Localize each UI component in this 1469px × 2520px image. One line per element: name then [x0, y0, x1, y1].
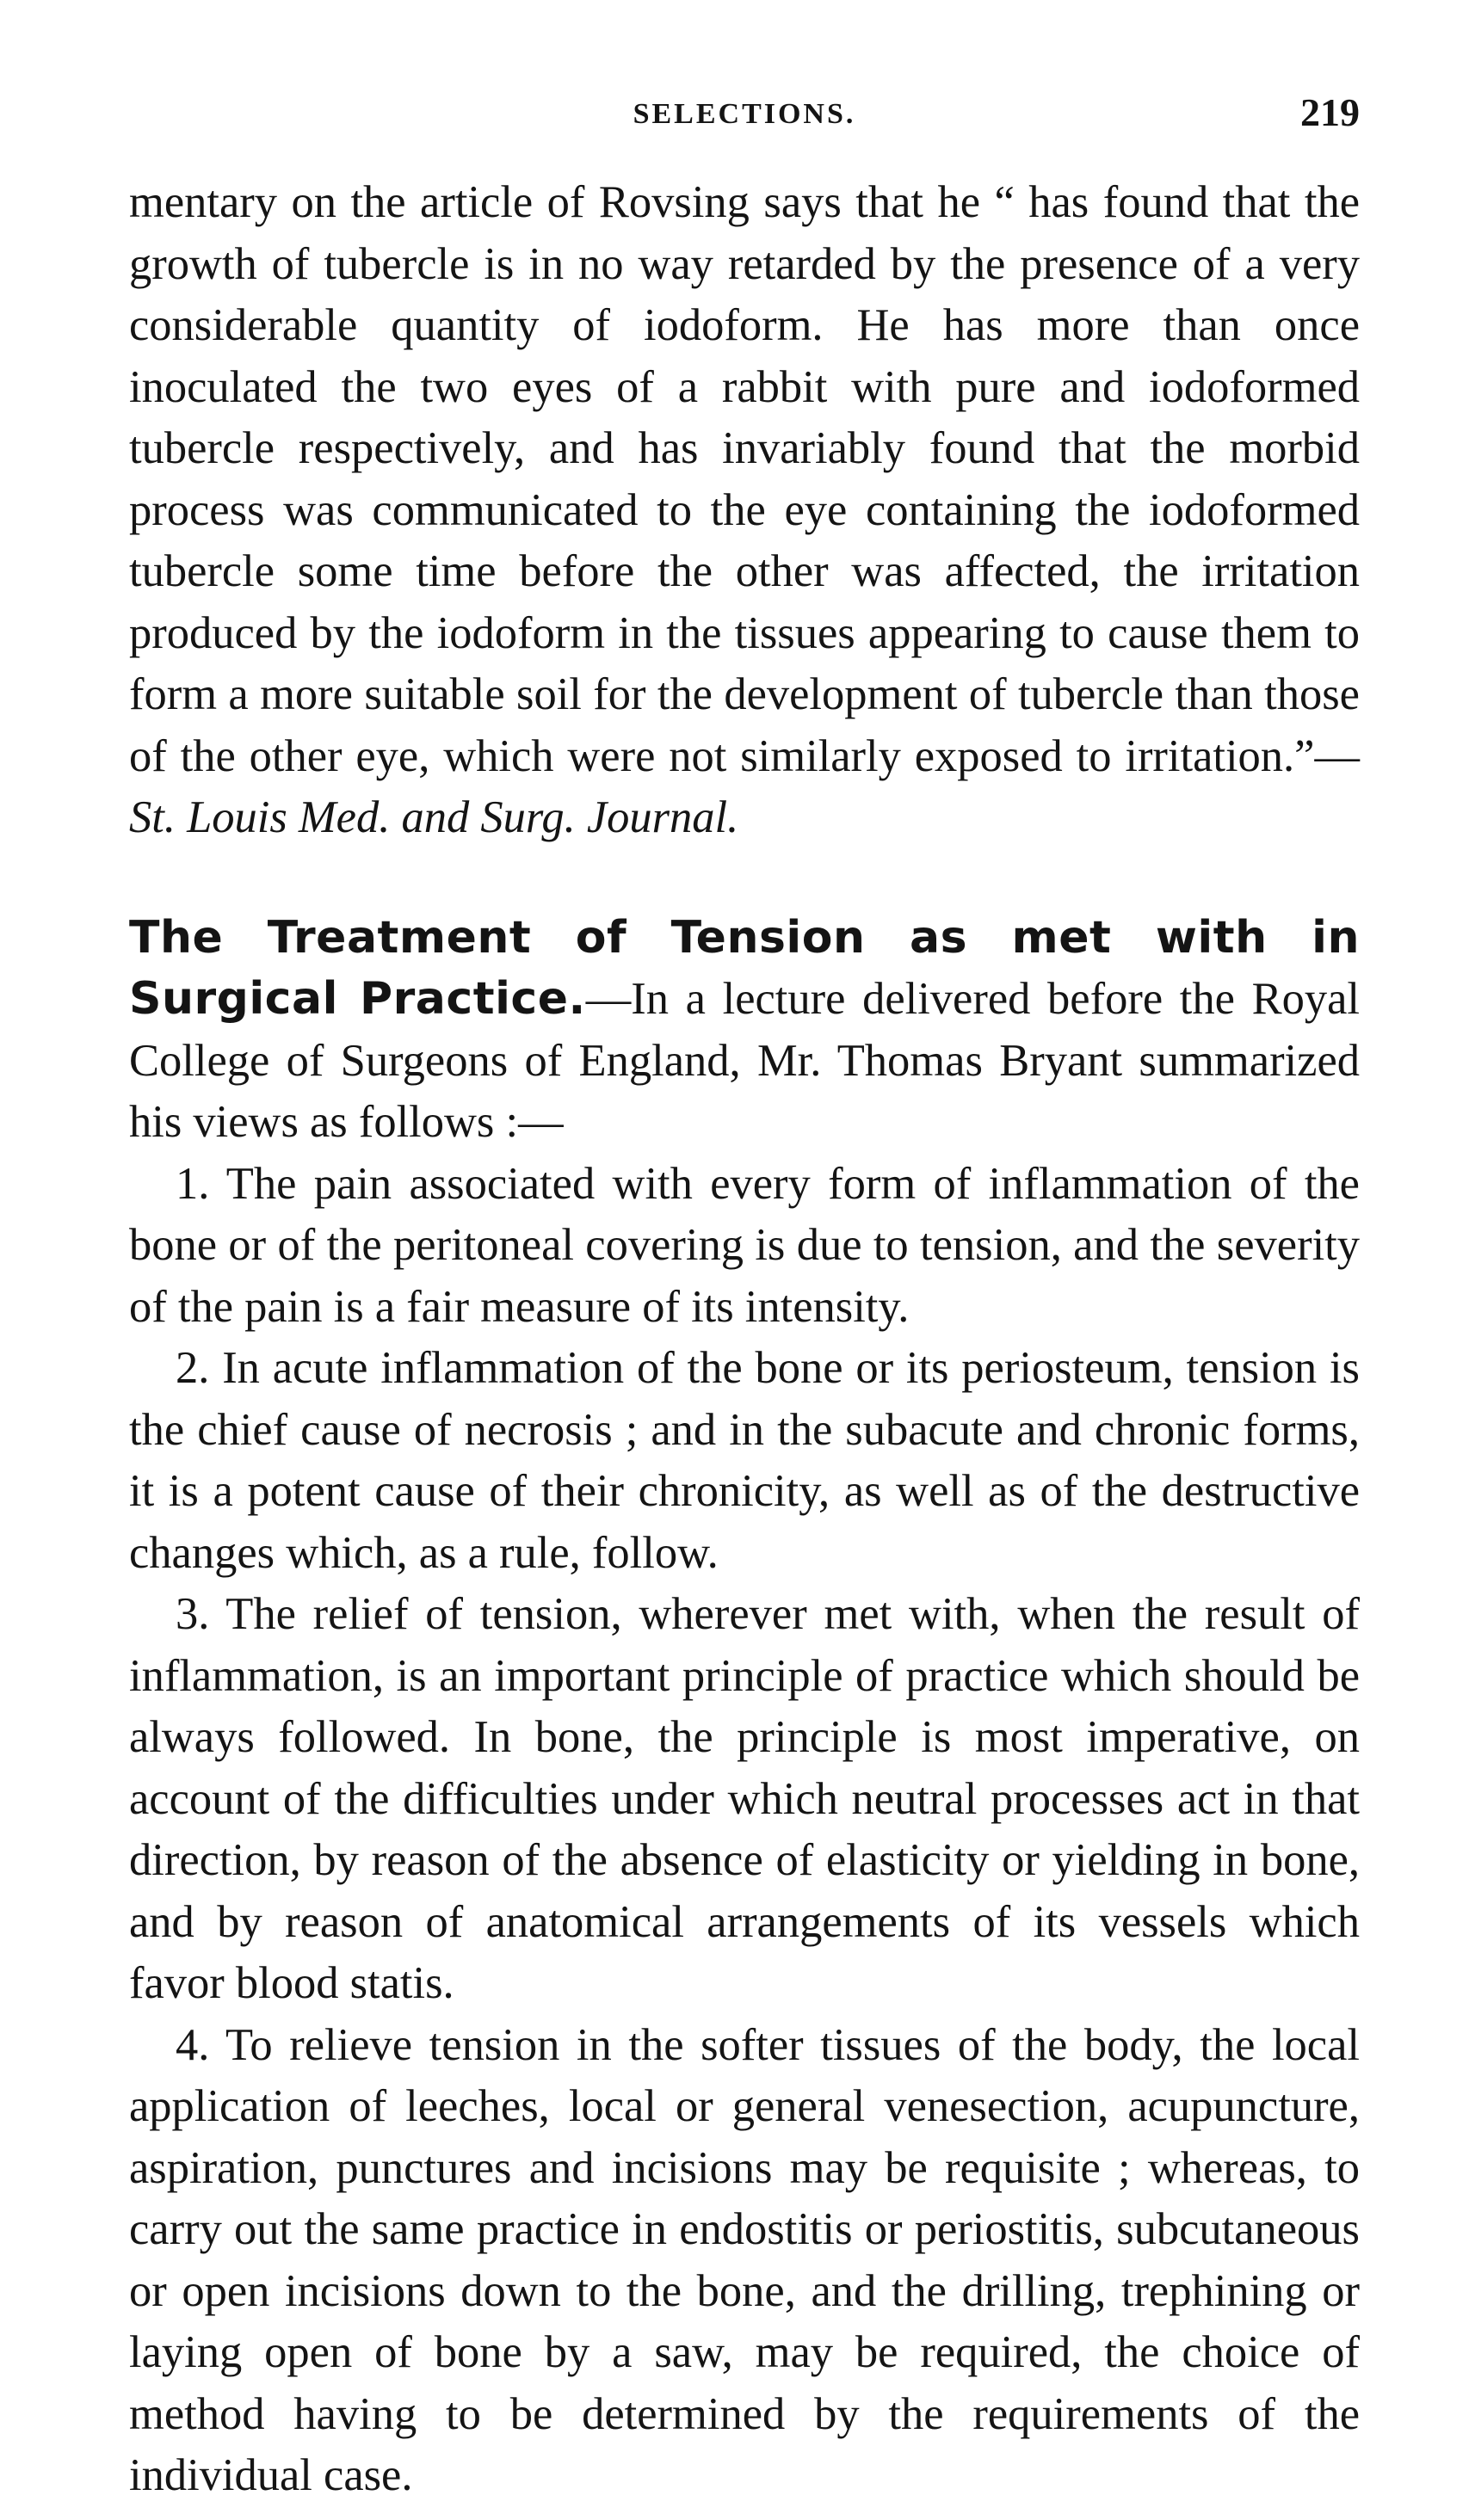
book-page [129, 86, 1360, 2507]
running-title: SELECTIONS. [633, 98, 856, 130]
numbered-item-4: 4. To relieve tension in the softer tissues of the body, the local application of leeches, local or general venesection, acupuncture, aspiration, punctures and incisions may be requisite ; whereas, to carry out the same practice in endostitis or periostitis, subcutaneous or open incisions down to the bone, and the drilling, trephining or laying open of bone by a saw, may be required, the choice of method having to be determined by the requirements of the individual case. [129, 2019, 1360, 2500]
section-intro: —In a lecture delivered before the Royal College of Surgeons of England, Mr. Thomas Bryant summarized his views as follows :— [129, 974, 1360, 1147]
numbered-item-3: 3. The relief of tension, wherever met with, when the result of inflammation, is an important principle of practice which should be always followed. In bone, the principle is most imperative, on account of the difficulties under which neutral processes act in that direction, by reason of the absence of elasticity or yielding in bone, and by reason of anatomical arrangements of its vessels which favor blood statis. [129, 1589, 1360, 2008]
section-paragraph [129, 908, 1360, 1154]
quoted-text: mentary on the article of Rovsing says that he “ has found that the growth of tubercle is in no way retarded by the presence of a very considerable quantity of iodoform. He has more than once inoculated the two eyes of a rabbit with pure and iodoformed tubercle respectively, and has invariably found that the morbid process was communicated to the eye containing the iodoformed tubercle some time before the other was affected, the irritation produced by the iodoform in the tissues appearing to cause them to form a more suitable soil for the development of tubercle than those of the other eye, which were not similarly exposed to irritation.”— [129, 177, 1360, 781]
body-text [129, 172, 1360, 2507]
quoted-paragraph [129, 172, 1360, 849]
running-head [129, 86, 1360, 163]
section-heading: The Treatment of Tension as met with in Surgical Practice. [129, 911, 1360, 1025]
journal-citation: St. Louis Med. and Surg. Journal. [129, 792, 739, 842]
page-number: 219 [1300, 90, 1360, 134]
numbered-item-2: 2. In acute inflammation of the bone or its periosteum, tension is the chief cause of necrosis ; and in the subacute and chronic forms, it is a potent cause of their chronicity, as well as of the destructive changes which, as a rule, follow. [129, 1343, 1360, 1578]
numbered-item-1: 1. The pain associated with every form of inflammation of the bone or of the peritoneal covering is due to tension, and the severity of the pain is a fair measure of its intensity. [129, 1158, 1360, 1332]
